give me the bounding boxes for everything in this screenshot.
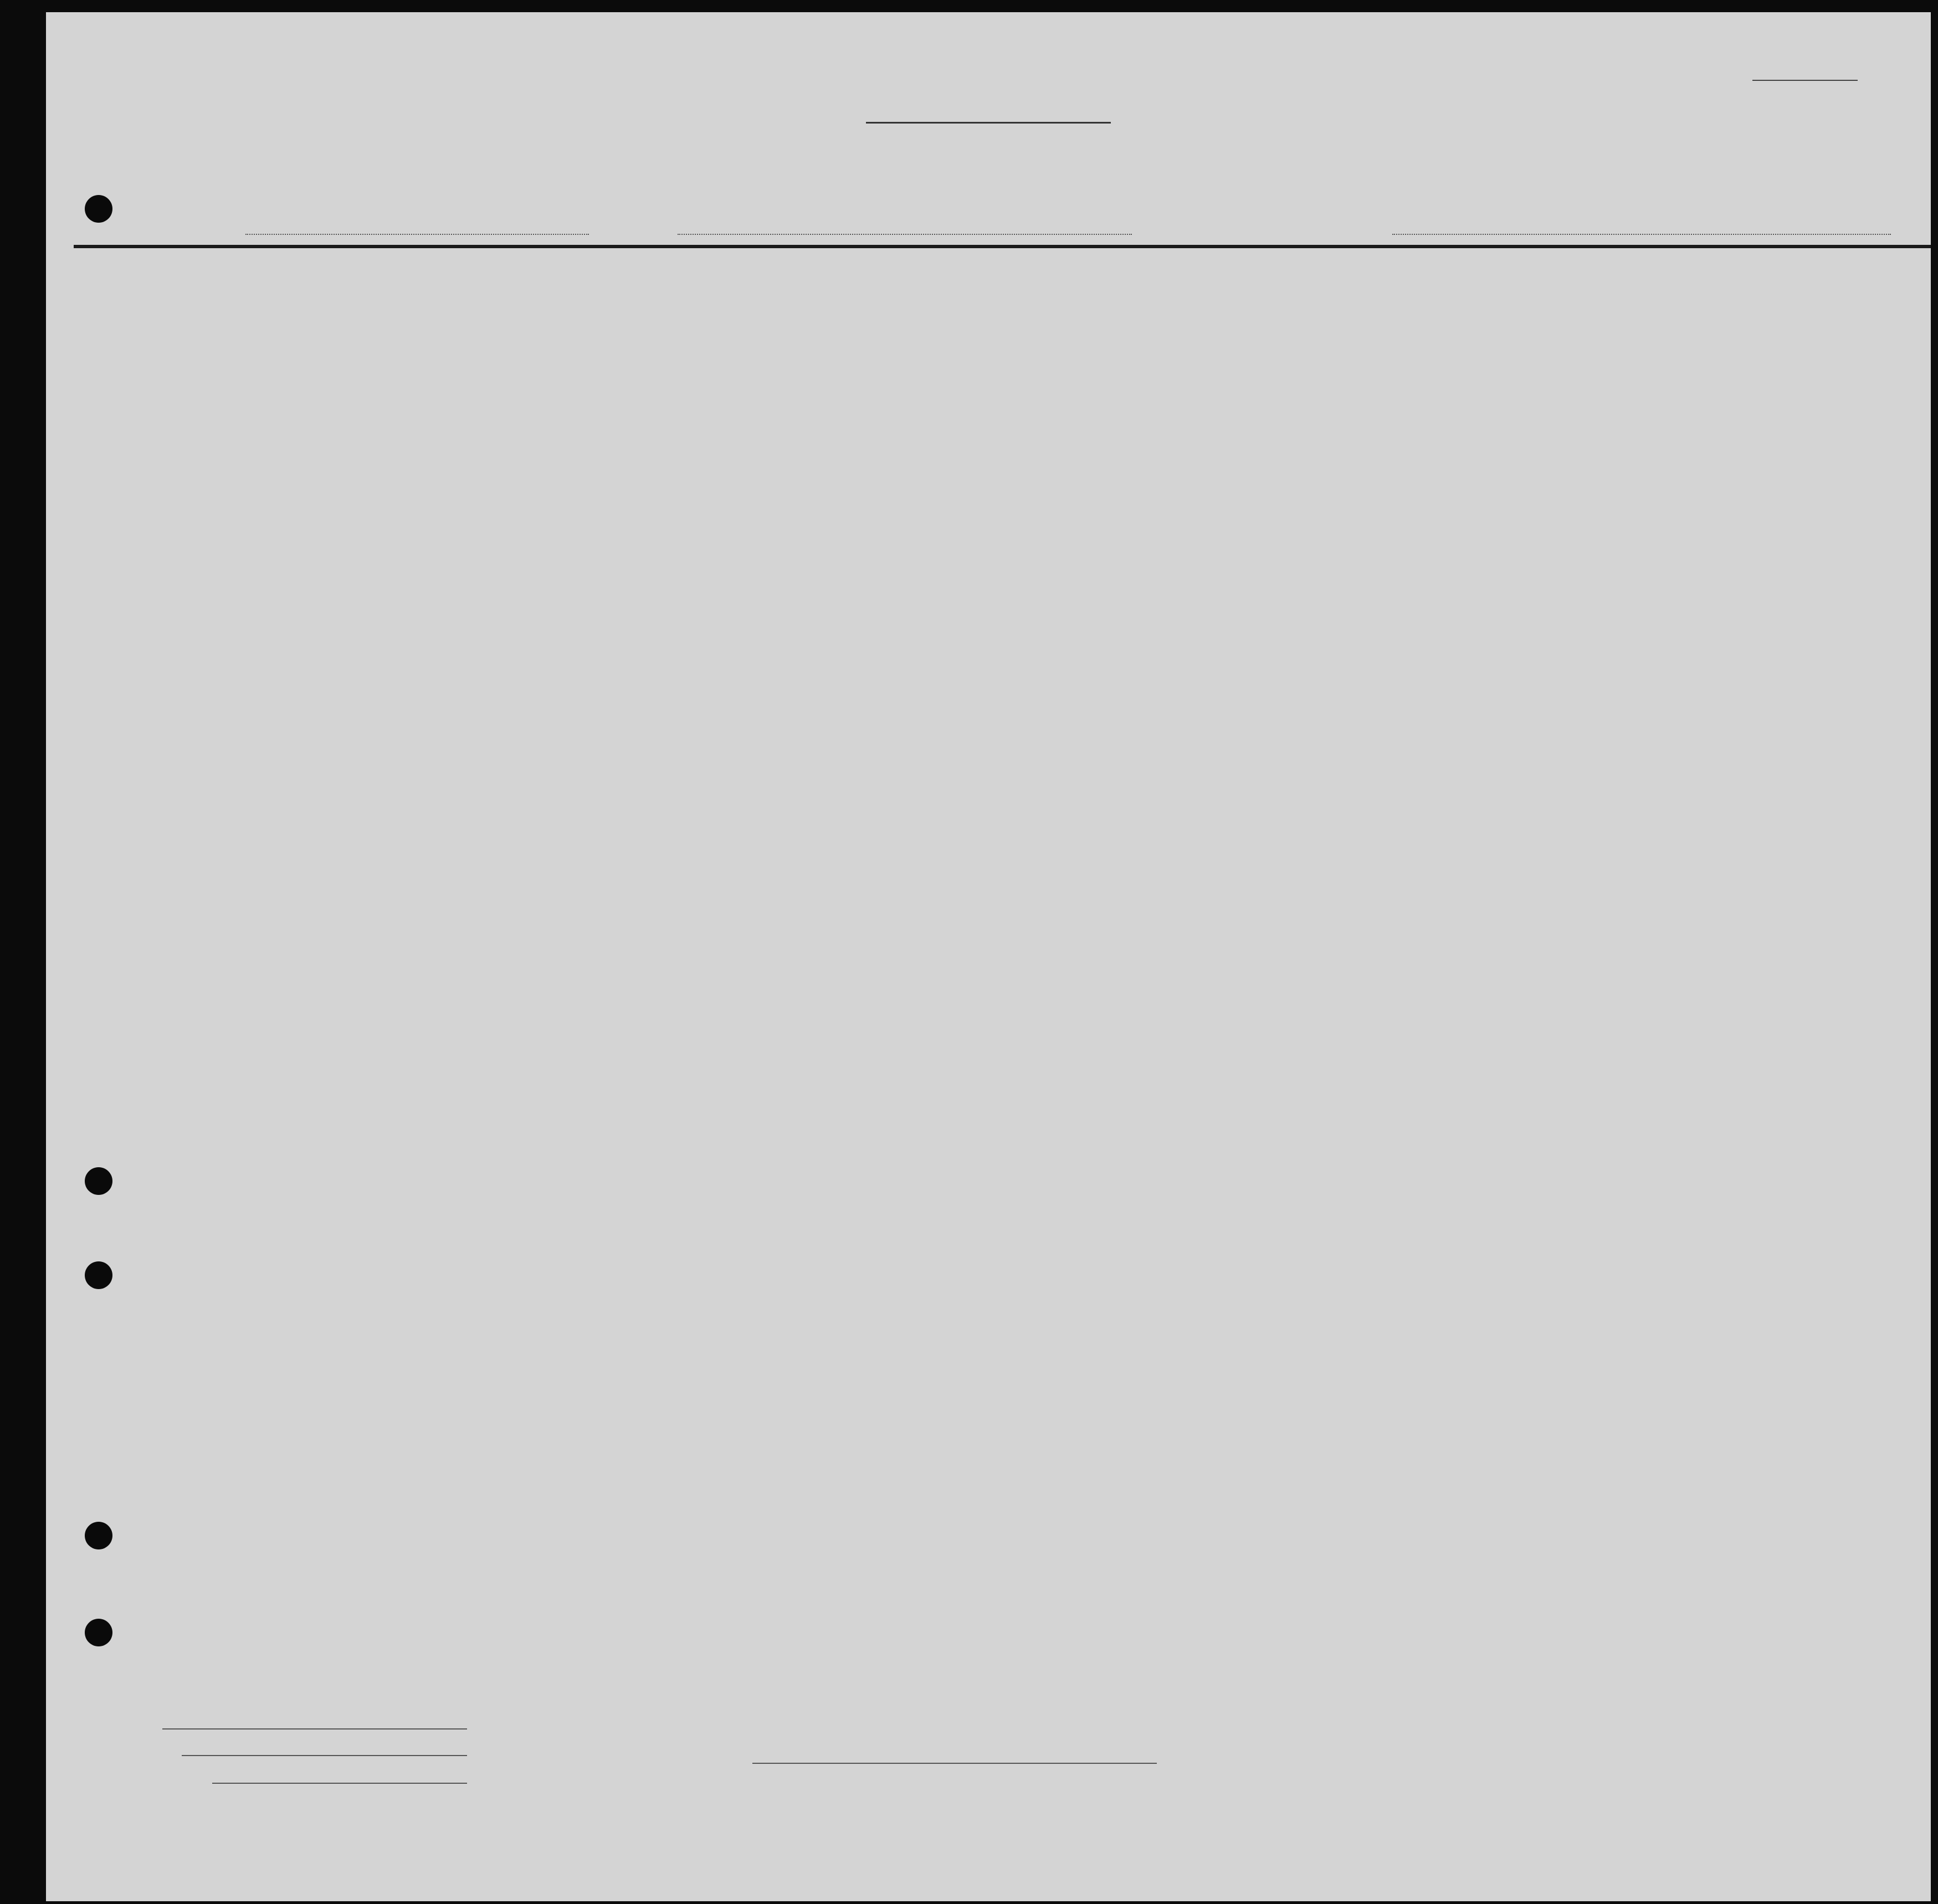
arriving-dotline <box>678 234 1132 235</box>
agents-dotline <box>212 1783 467 1784</box>
vessel-dotline <box>245 234 589 235</box>
signature-line <box>752 1763 1157 1764</box>
punch-hole <box>85 195 112 223</box>
punch-hole <box>85 1261 112 1289</box>
manifest-sheet <box>46 12 1931 1901</box>
punch-hole <box>85 1619 112 1646</box>
punch-hole <box>85 1167 112 1195</box>
punch-hole <box>85 1522 112 1549</box>
table-top-rule <box>74 245 1931 248</box>
title-rule <box>866 122 1111 124</box>
line-dotline <box>162 1728 467 1729</box>
from-port-dotline <box>1392 234 1891 235</box>
owners-dotline <box>182 1755 467 1756</box>
sheet-rule <box>1752 80 1858 81</box>
